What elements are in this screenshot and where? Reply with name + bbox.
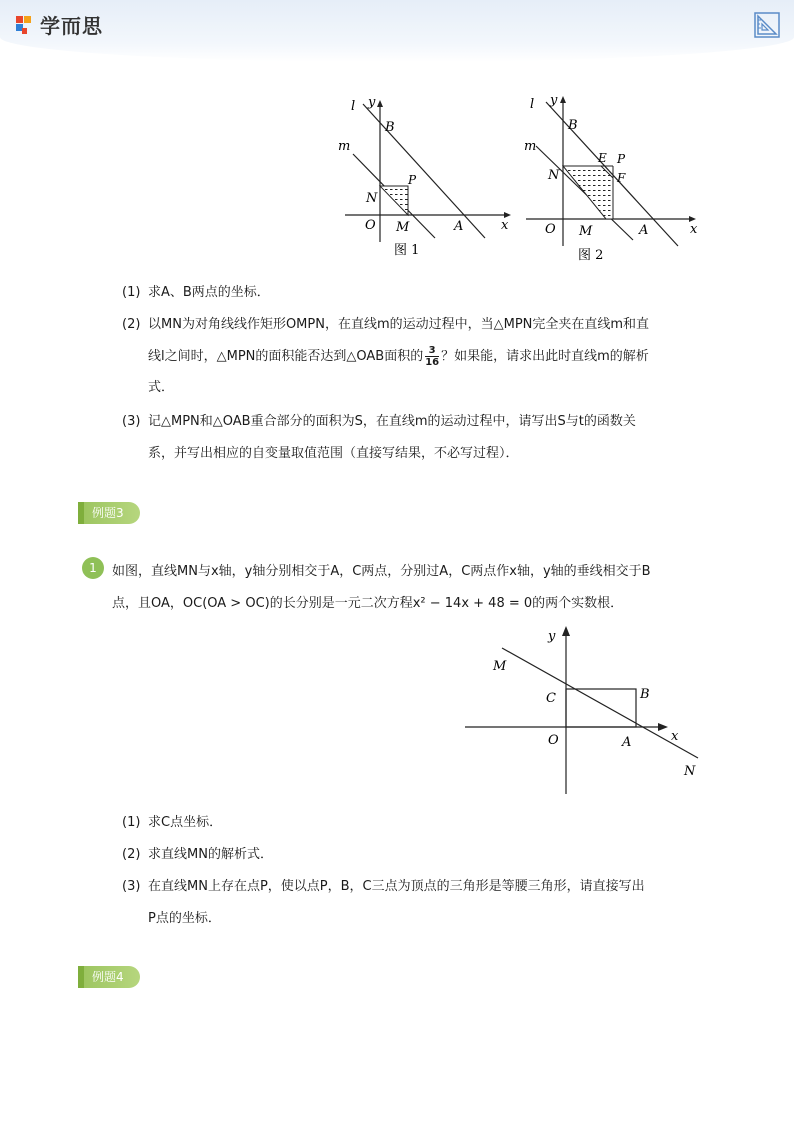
fig1-label-O: O bbox=[365, 218, 376, 233]
fig2-label-y: y bbox=[550, 93, 558, 108]
example-4-tag: 例题4 bbox=[78, 966, 140, 988]
fig2-label-A: A bbox=[639, 223, 649, 238]
brand-name: 学而思 bbox=[40, 14, 103, 38]
fig1-label-M: M bbox=[396, 220, 410, 235]
fig2-label-m: m bbox=[524, 139, 537, 154]
fig1-label-x: x bbox=[501, 218, 509, 233]
ex3-question-1: (1) 求C点坐标． bbox=[122, 815, 223, 830]
ex3-question-2: (2) 求直线MN的解析式． bbox=[122, 847, 273, 862]
fig1-label-m: m bbox=[338, 139, 351, 154]
example-3-statement-line1: 如图，直线MN与x轴，y轴分别相交于A，C两点，分别过A，C两点作x轴，y轴的垂线相交于B bbox=[112, 564, 651, 579]
ex3-label-A: A bbox=[622, 735, 632, 750]
fig2-label-N: N bbox=[548, 168, 560, 183]
fig1-label-B: B bbox=[385, 120, 395, 135]
fig1-label-y: y bbox=[368, 95, 376, 110]
ex3-label-O: O bbox=[548, 733, 559, 748]
ex3-question-3: (3) 在直线MN上存在点P，使以点P，B，C三点为顶点的三角形是等腰三角形，请直接写出 P点的坐标． bbox=[122, 879, 645, 926]
brand-logo-icon bbox=[14, 14, 36, 36]
example-3-tag: 例题3 bbox=[78, 502, 140, 524]
question-number-badge: 1 bbox=[82, 557, 104, 579]
ex3-label-y: y bbox=[548, 629, 556, 644]
fraction-3-16: $\frac{3}{16}$ bbox=[425, 345, 440, 368]
figure-1 bbox=[335, 92, 520, 262]
fig2-label-O: O bbox=[545, 222, 556, 237]
fig1-label-A: A bbox=[454, 219, 464, 234]
ruler-triangle-icon bbox=[754, 12, 780, 42]
fig2-label-F: F bbox=[617, 171, 626, 185]
ex3-label-B: B bbox=[640, 687, 650, 702]
fig1-caption: 图 1 bbox=[394, 243, 420, 258]
fig2-label-P: P bbox=[617, 152, 626, 166]
example-3-figure bbox=[462, 622, 707, 800]
brand-logo bbox=[14, 10, 103, 39]
ex3-label-M: M bbox=[493, 659, 507, 674]
question-3: (3) 记△MPN和△OAB重合部分的面积为S，在直线m的运动过程中，请写出S与t的函数关 系，并写出相应的自变量取值范围（直接写结果，不必写过程）． bbox=[122, 414, 636, 461]
page-header bbox=[0, 0, 794, 62]
fig1-label-l: l bbox=[351, 99, 356, 114]
fig2-label-M: M bbox=[579, 224, 593, 239]
question-2: (2) 以MN为对角线线作矩形OMPN，在直线m的运动过程中，当△MPN完全夹在直线m和直 线l之间时，△MPN的面积能否达到△OAB面积的 $\frac{3}{16}$ ？如果能，请求出此时直线m的解析 式． bbox=[122, 317, 650, 395]
fig1-label-N: N bbox=[366, 191, 378, 206]
fig2-label-E: E bbox=[598, 151, 607, 165]
question-1: (1) 求A、B两点的坐标． bbox=[122, 285, 270, 300]
fig2-label-l: l bbox=[530, 97, 535, 112]
fig1-label-P: P bbox=[408, 173, 417, 187]
fig2-label-x: x bbox=[690, 222, 698, 237]
fig2-label-B: B bbox=[568, 118, 578, 133]
example-3-statement-line2: 点，且OA，OC(OA > OC)的长分别是一元二次方程x² − 14x + 48 = 0的两个实数根． bbox=[112, 596, 624, 611]
ex3-label-N: N bbox=[684, 764, 696, 779]
ex3-label-x: x bbox=[671, 729, 679, 744]
figure-2 bbox=[518, 88, 703, 266]
fig2-caption: 图 2 bbox=[578, 248, 604, 263]
ex3-label-C: C bbox=[546, 691, 556, 706]
